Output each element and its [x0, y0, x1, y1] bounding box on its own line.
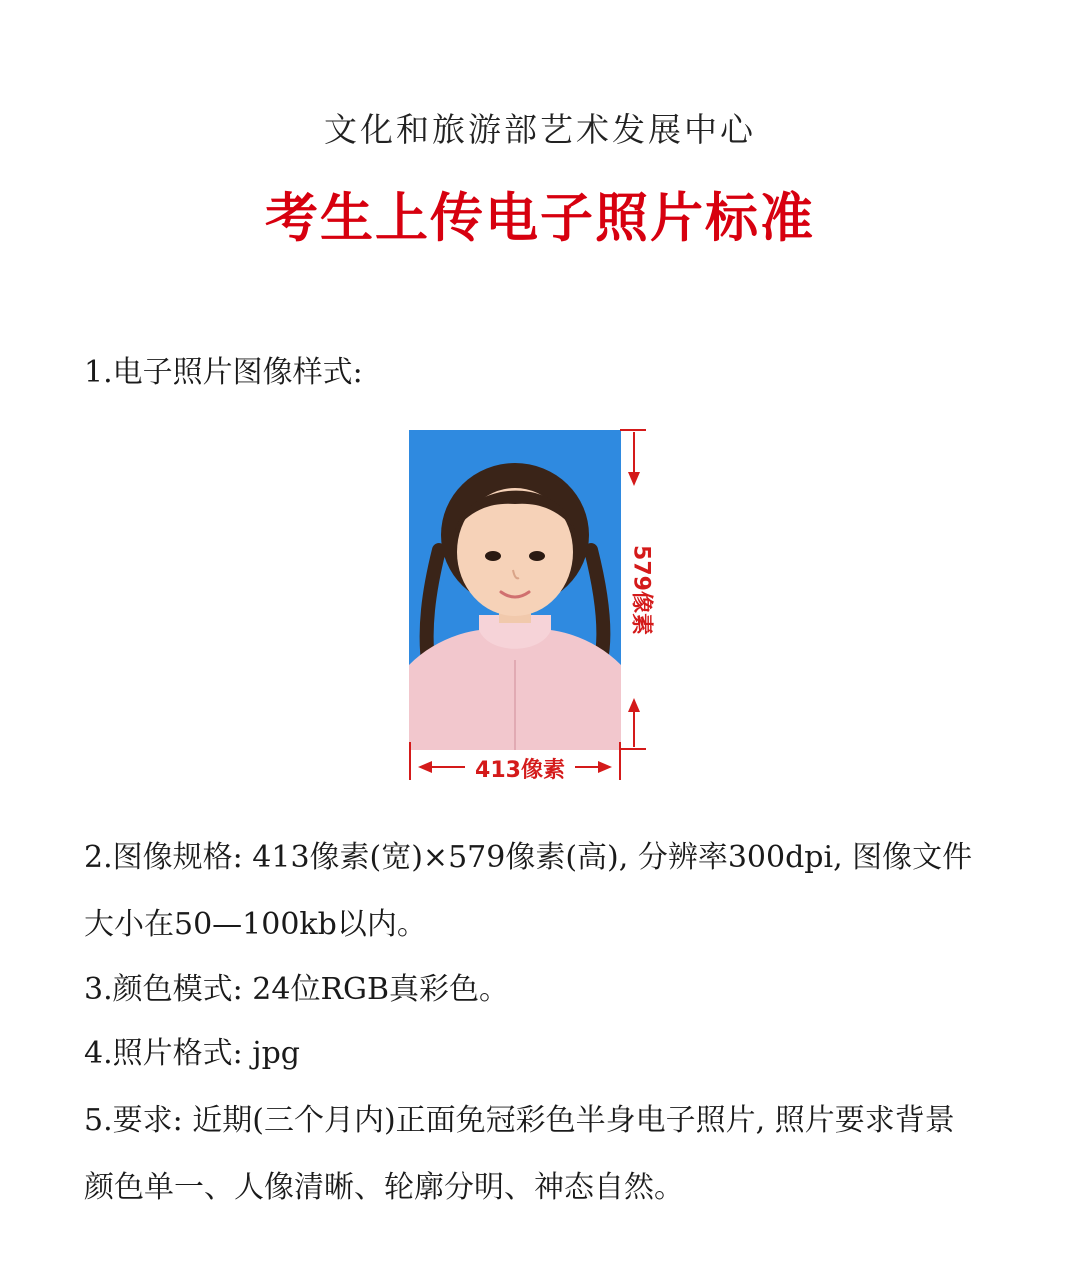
width-arrow-right-head — [598, 761, 612, 773]
height-label: 579像素 — [628, 541, 659, 639]
item-3: 3.颜色模式: 24位RGB真彩色。 — [84, 972, 510, 1007]
organization-name: 文化和旅游部艺术发展中心 — [324, 110, 756, 149]
item-2-line-2: 大小在50—100kb以内。 — [84, 907, 427, 942]
item-5-line-2: 颜色单一、人像清晰、轮廓分明、神态自然。 — [84, 1170, 684, 1205]
width-arrow-left-head — [418, 761, 432, 773]
width-label: 413像素 — [465, 753, 575, 784]
item-5-line-1: 5.要求: 近期(三个月内)正面免冠彩色半身电子照片, 照片要求背景 — [84, 1103, 955, 1138]
item-2-line-1: 2.图像规格: 413像素(宽)×579像素(高), 分辨率300dpi, 图像文件 — [84, 840, 973, 875]
item-1: 1.电子照片图像样式: — [84, 355, 363, 390]
height-arrow-up-head — [628, 698, 640, 712]
sample-photo-illustration — [409, 430, 621, 750]
sample-id-photo — [409, 430, 621, 750]
page-title: 考生上传电子照片标准 — [265, 188, 815, 249]
height-arrow-down-head — [628, 472, 640, 486]
item-4: 4.照片格式: jpg — [84, 1036, 300, 1071]
